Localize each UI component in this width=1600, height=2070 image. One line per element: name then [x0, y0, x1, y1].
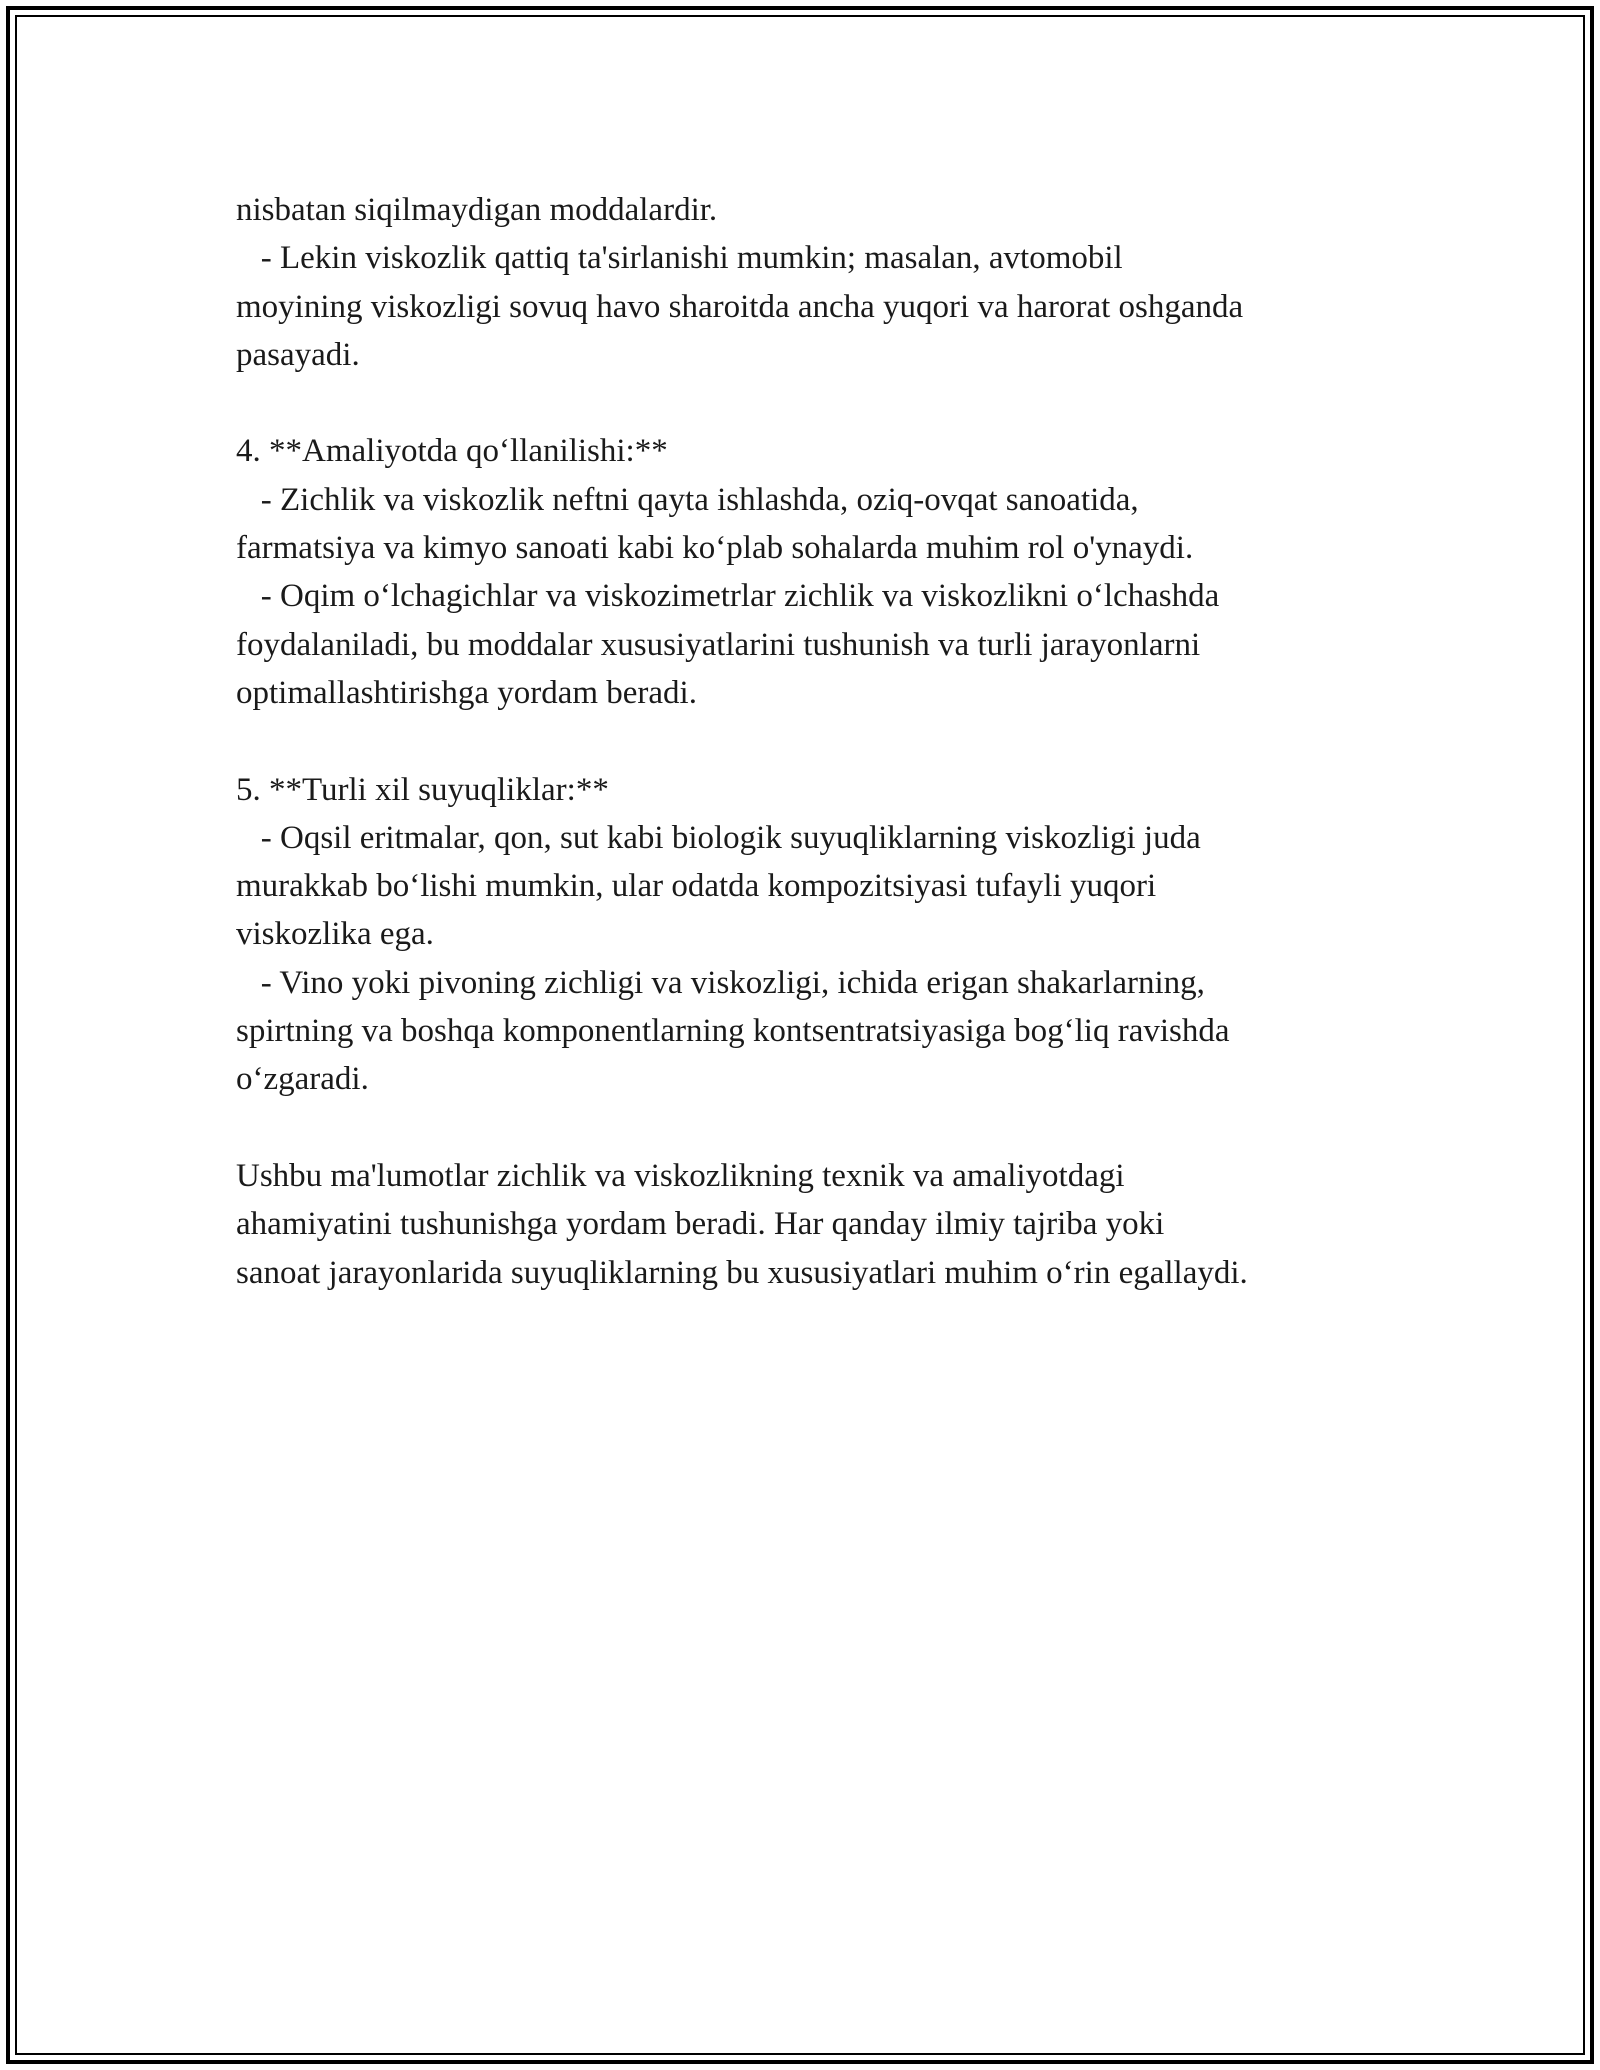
text-line: - Vino yoki pivoning zichligi va viskozligi, ichida erigan shakarlarning,	[236, 964, 1205, 1001]
conclusion-line: ahamiyatini tushunishga yordam beradi. Har qanday ilmiy tajriba yoki	[236, 1206, 1165, 1243]
blank-line	[236, 717, 1416, 765]
text-line: spirtning va boshqa komponentlarning kontsentratsiyasiga bog‘liq ravishda	[236, 1013, 1230, 1050]
blank-line	[236, 379, 1416, 427]
text-line: - Oqsil eritmalar, qon, sut kabi biologik suyuqliklarning viskozligi juda	[236, 819, 1201, 856]
text-line: - Oqim o‘lchagichlar va viskozimetrlar zichlik va viskozlikni o‘lchashda	[236, 578, 1220, 615]
conclusion-line: Ushbu ma'lumotlar zichlik va viskozlikning texnik va amaliyotdagi	[236, 1157, 1125, 1194]
text-line: viskozlika ega.	[236, 916, 434, 953]
text-line: optimallashtirishga yordam beradi.	[236, 674, 697, 711]
text-line: o‘zgaradi.	[236, 1061, 369, 1098]
section-heading: 5. **Turli xil suyuqliklar:**	[236, 771, 609, 808]
text-line: nisbatan siqilmaydigan moddalardir.	[236, 192, 718, 228]
blank-line	[236, 1104, 1416, 1152]
text-line: moyining viskozligi sovuq havo sharoitda ancha yuqori va harorat oshganda	[236, 288, 1244, 325]
text-line: pasayadi.	[236, 336, 360, 373]
text-line: foydalaniladi, bu moddalar xususiyatlarini tushunish va turli jarayonlarni	[236, 626, 1201, 663]
text-line: - Lekin viskozlik qattiq ta'sirlanishi mumkin; masalan, avtomobil	[236, 240, 1123, 277]
text-line: murakkab bo‘lishi mumkin, ular odatda kompozitsiyasi tufayli yuqori	[236, 868, 1157, 905]
text-line: - Zichlik va viskozlik neftni qayta ishlashda, oziq-ovqat sanoatida,	[236, 481, 1139, 518]
text-line: farmatsiya va kimyo sanoati kabi ko‘plab sohalarda muhim rol o'ynaydi.	[236, 530, 1194, 567]
conclusion-line: sanoat jarayonlarida suyuqliklarning bu xususiyatlari muhim o‘rin egallaydi.	[236, 1254, 1248, 1291]
document-body	[236, 186, 1416, 1297]
section-heading: 4. **Amaliyotda qo‘llanilishi:**	[236, 433, 668, 470]
